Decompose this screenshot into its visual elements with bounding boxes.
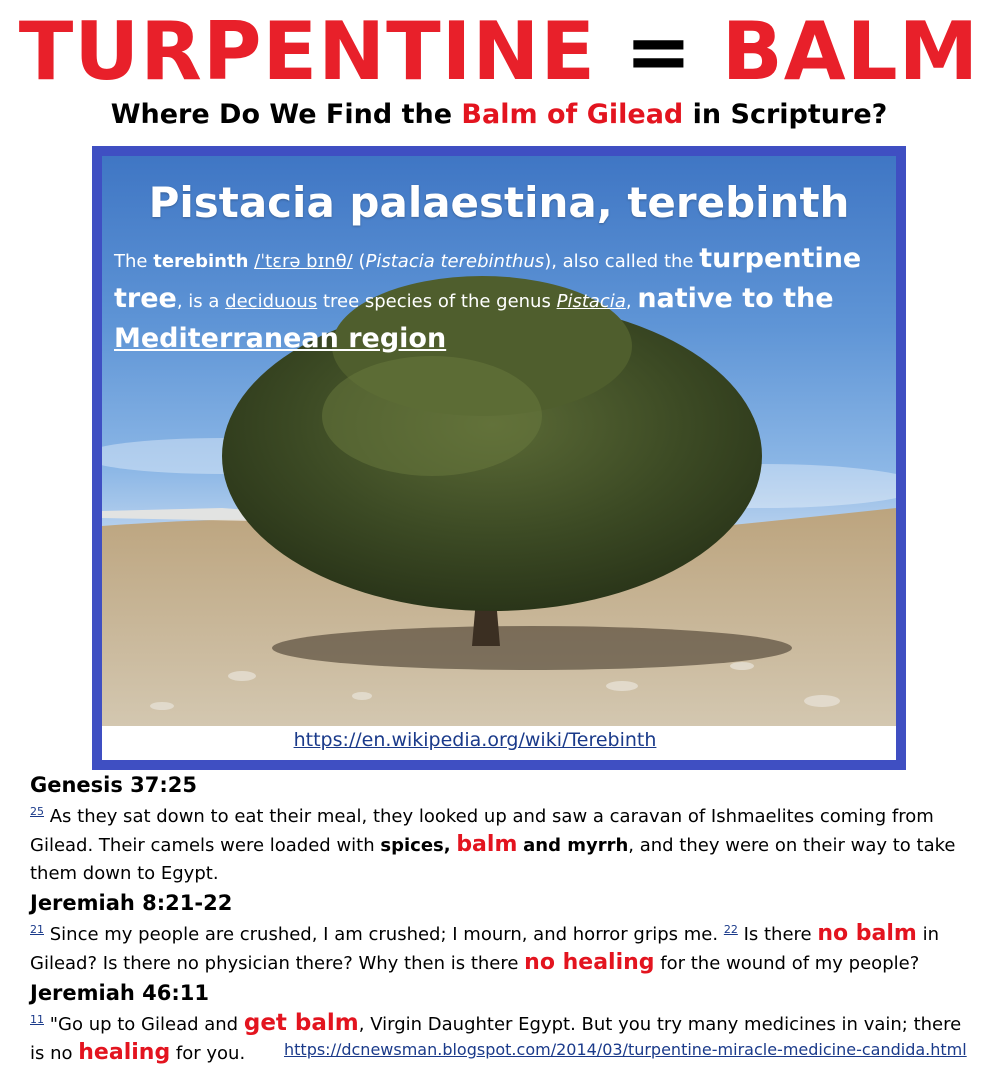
desc-native: native to the [637,283,834,314]
jeremiah-46-reference: Jeremiah 46:11 [30,981,210,1005]
scripture-passages [30,772,970,1070]
subtitle-post: in Scripture? [692,99,888,130]
verse-number-link[interactable]: 11 [30,1013,44,1026]
desc-the: The [114,251,148,272]
jeremiah-8-reference: Jeremiah 8:21-22 [30,891,233,915]
subtitle-highlight: Balm of Gilead [461,99,684,130]
desc-region-link[interactable]: Mediterranean region [114,323,447,354]
desc-terebinth: terebinth [153,251,249,272]
title-turpentine: TURPENTINE [18,5,597,98]
desc-comma: , [625,291,632,312]
jeremiah-8-no-balm: no balm [817,921,917,946]
genesis-spices: spices, [380,835,451,856]
wikipedia-link[interactable]: https://en.wikipedia.org/wiki/Terebinth [293,729,657,751]
genesis-balm: balm [456,832,518,857]
jeremiah-8-text-1: Since my people are crushed, I am crushed; I mourn, and horror grips me. [49,924,719,945]
subtitle-pre: Where Do We Find the [110,99,453,130]
jeremiah-8-text-3: in Gilead? Is there no physician there? Why then is there [30,924,939,974]
image-frame [92,146,906,770]
subtitle [0,97,998,133]
desc-is-a: , is a [176,291,220,312]
photo-description [114,240,884,360]
photo-title: Pistacia palaestina, terebinth [148,178,850,227]
verse-number-link[interactable]: 21 [30,923,44,936]
desc-tree: tree [114,283,177,314]
jeremiah-46-healing: healing [78,1040,171,1065]
tree-shadow [272,626,792,670]
jeremiah-8-text-4: for the wound of my people? [660,953,920,974]
verse-number-link[interactable]: 22 [723,923,738,936]
verse-number-link[interactable]: 25 [30,805,44,818]
jeremiah-46-text-1: "Go up to Gilead and [49,1014,239,1035]
jeremiah-46-text-3: for you. [175,1043,246,1064]
jeremiah-8-text-2: Is there [743,924,812,945]
genesis-reference: Genesis 37:25 [30,773,198,797]
genesis-text-2: , and they were on their way to take them down to Egypt. [30,835,956,884]
jeremiah-46-get-balm: get balm [243,1010,359,1036]
genesis-myrrh: and myrrh [523,835,629,856]
title-equals: = [624,5,693,98]
caption-strip [102,726,896,760]
desc-tree-species: tree species of the genus [322,291,551,312]
tree-crown-highlight [322,356,542,476]
jeremiah-46-text-2: , Virgin Daughter Egypt. But you try many medicines in vain; there is no [30,1014,962,1064]
desc-deciduous-link[interactable]: deciduous [225,291,318,312]
title-balm: BALM [721,5,980,98]
desc-scientific-name: Pistacia terebinthus [365,251,545,272]
jeremiah-8-verse [30,916,970,978]
desc-turpentine: turpentine [699,243,862,274]
desc-pronunciation[interactable]: /ˈtɛrə bɪnθ/ [254,251,353,272]
desc-also-called: ), also called the [544,251,694,272]
genesis-text-1: As they sat down to eat their meal, they looked up and saw a caravan of Ishmaelites coming from Gilead. Their camels were loaded with [30,806,934,856]
genesis-verse [30,798,970,888]
jeremiah-8-no-healing: no healing [524,950,655,975]
desc-paren-open: ( [358,251,366,272]
main-title [0,5,998,98]
terebinth-photo [102,156,896,726]
source-blog-link[interactable]: https://dcnewsman.blogspot.com/2014/03/turpentine-miracle-medicine-candida.html [284,1040,967,1059]
desc-genus-link[interactable]: Pistacia [556,291,626,312]
